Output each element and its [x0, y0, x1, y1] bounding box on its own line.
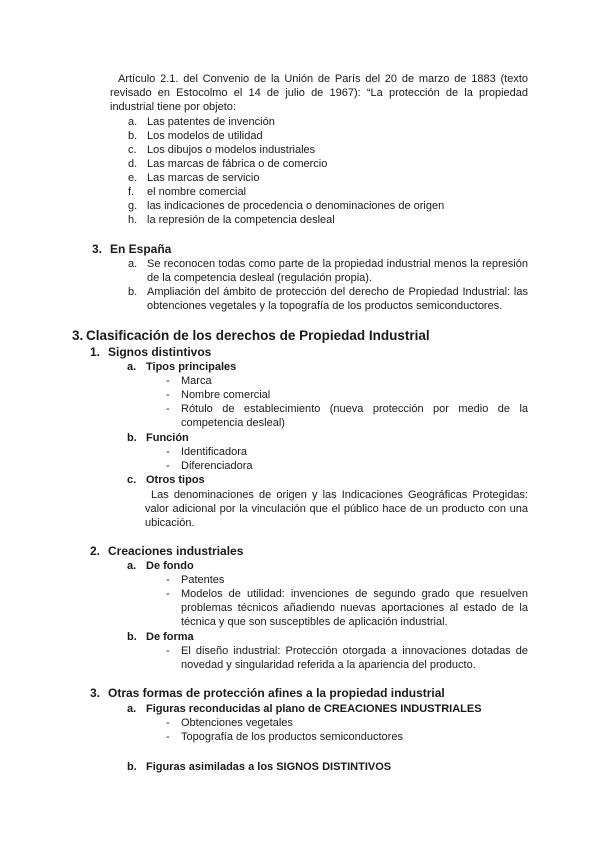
heading-number: 3.	[92, 242, 103, 256]
list-item: Modelos de utilidad: invenciones de segundo grado que resuelven problemas técnicos añadiendo nuevas aportaciones al estado de la técnica y que son susceptibles de aplicación industrial.	[181, 588, 528, 628]
bullet-dash: -	[166, 588, 170, 600]
item-label: h.	[128, 214, 138, 226]
creaciones-heading	[90, 544, 243, 559]
heading-number: 3.	[72, 328, 84, 343]
sub-label: b.	[127, 631, 137, 643]
article-item	[128, 185, 246, 199]
otros-heading	[127, 473, 205, 487]
fondo-heading	[127, 559, 194, 573]
list-item: El diseño industrial: Protección otorgada a innovaciones dotadas de novedad y singularidad referida a la apariencia del producto.	[181, 645, 528, 671]
sub-label: c.	[127, 474, 137, 486]
heading-title: En España	[110, 242, 172, 256]
bullet-dash: -	[166, 574, 170, 586]
sub-title: De forma	[146, 631, 194, 643]
heading-number: 1.	[90, 345, 101, 359]
sub-label: b.	[127, 761, 137, 773]
reconducidas-heading	[127, 702, 482, 716]
bullet-dash: -	[166, 389, 170, 401]
heading-number: 2.	[90, 544, 101, 558]
article-item	[128, 171, 260, 185]
list-item: Marca	[181, 375, 212, 387]
tipos-heading	[127, 360, 236, 374]
item-text: las indicaciones de procedencia o denominaciones de origen	[147, 200, 445, 212]
item-text: Las marcas de fábrica o de comercio	[147, 158, 328, 170]
item-text: el nombre comercial	[147, 186, 247, 198]
article-intro: Artículo 2.1. del Convenio de la Unión de París del 20 de marzo de 1883 (texto revisado en Estocolmo el 14 de julio de 1967): “La protección de la propiedad industrial tiene por objeto:	[110, 73, 528, 113]
signos-heading	[90, 345, 211, 360]
sub-title: Tipos principales	[146, 361, 237, 373]
item-label: f.	[128, 186, 135, 198]
item-label: a.	[128, 116, 138, 128]
bullet-dash: -	[166, 460, 170, 472]
heading-title: Clasificación de los derechos de Propiedad Industrial	[86, 328, 430, 343]
otros-text: Las denominaciones de origen y las Indicaciones Geográficas Protegidas: valor adicional por la vinculación que el público hace de un producto con una ubicación.	[145, 489, 528, 529]
list-item: Topografía de los productos semiconductores	[181, 731, 403, 743]
item-label: d.	[128, 158, 138, 170]
espana-item-label: a.	[128, 258, 138, 270]
article-item	[128, 143, 315, 157]
sub-label: b.	[127, 432, 137, 444]
list-item: Nombre comercial	[181, 389, 271, 401]
sub-title: Otros tipos	[146, 474, 205, 486]
article-item	[128, 129, 263, 143]
heading-title: Signos distintivos	[108, 345, 212, 359]
sub-title: De fondo	[146, 560, 194, 572]
item-label: b.	[128, 130, 138, 142]
item-label: g.	[128, 200, 138, 212]
sub-label: a.	[127, 560, 137, 572]
heading-title: Creaciones industriales	[108, 544, 244, 558]
sub-label: a.	[127, 361, 137, 373]
list-item: Identificadora	[181, 446, 248, 458]
bullet-dash: -	[166, 717, 170, 729]
funcion-heading	[127, 431, 189, 445]
sub-title: Función	[146, 432, 189, 444]
heading-number: 3.	[90, 686, 101, 700]
sub-label: a.	[127, 703, 137, 715]
forma-heading	[127, 630, 194, 644]
bullet-dash: -	[166, 731, 170, 743]
bullet-dash: -	[166, 446, 170, 458]
item-text: la represión de la competencia desleal	[147, 214, 335, 226]
item-text: Los modelos de utilidad	[147, 130, 263, 142]
item-label: e.	[128, 172, 138, 184]
bullet-dash: -	[166, 403, 170, 415]
article-item	[128, 199, 444, 213]
item-label: c.	[128, 144, 137, 156]
list-item: Rótulo de establecimiento (nueva protección por medio de la competencia desleal)	[181, 403, 528, 429]
asimiladas-heading	[127, 760, 391, 774]
otras-heading	[90, 686, 445, 701]
espana-item-text: Se reconocen todas como parte de la propiedad industrial menos la represión de la competencia desleal (regulación propia).	[147, 258, 528, 284]
espana-item-label: b.	[128, 286, 138, 298]
article-item	[128, 115, 275, 129]
item-text: Las patentes de invención	[147, 116, 275, 128]
sub-title: Figuras reconducidas al plano de CREACIONES INDUSTRIALES	[146, 703, 482, 715]
clasificacion-heading	[72, 327, 430, 344]
item-text: Las marcas de servicio	[147, 172, 260, 184]
espana-item-text: Ampliación del ámbito de protección del derecho de Propiedad Industrial: las obtenciones vegetales y la topografía de los productos semiconductores.	[147, 286, 528, 312]
bullet-dash: -	[166, 645, 170, 657]
list-item: Obtenciones vegetales	[181, 717, 293, 729]
item-text: Los dibujos o modelos industriales	[147, 144, 316, 156]
article-item	[128, 157, 327, 171]
sub-title: Figuras asimiladas a los SIGNOS DISTINTIVOS	[146, 761, 392, 773]
espana-heading	[92, 242, 171, 257]
list-item: Diferenciadora	[181, 460, 253, 472]
article-item	[128, 213, 335, 227]
list-item: Patentes	[181, 574, 225, 586]
heading-title: Otras formas de protección afines a la propiedad industrial	[108, 686, 445, 700]
bullet-dash: -	[166, 375, 170, 387]
